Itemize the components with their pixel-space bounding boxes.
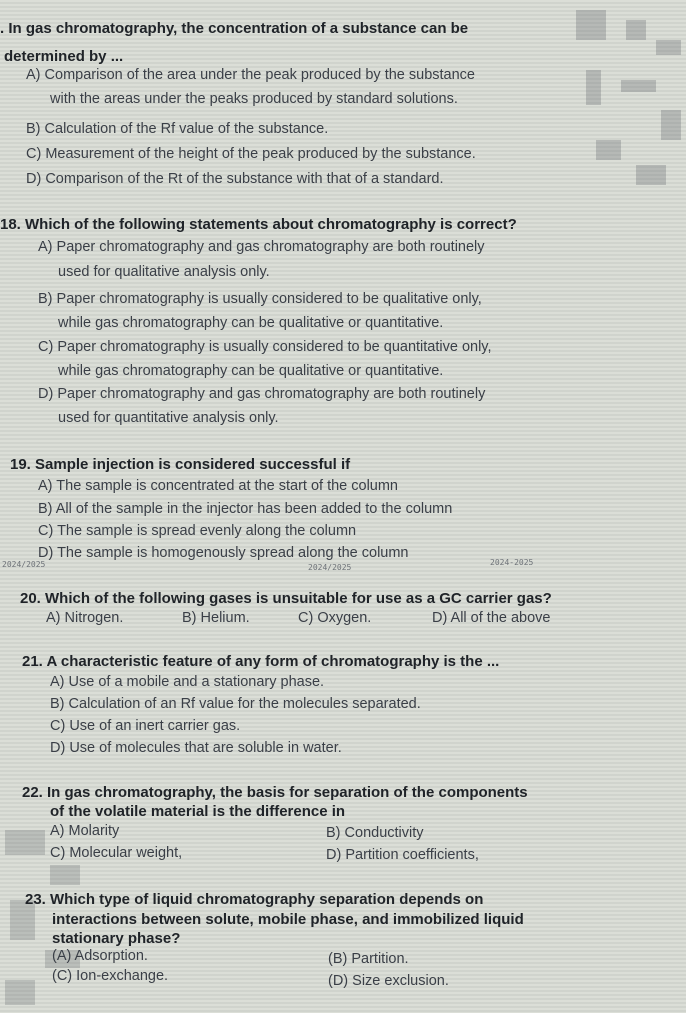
question-17-option-b: B) Calculation of the Rf value of the substance. [26,121,329,137]
question-17-option-c: C) Measurement of the height of the peak produced by the substance. [26,146,476,162]
qr-pattern-decoration [566,0,686,200]
question-19-option-c: C) The sample is spread evenly along the column [38,523,357,539]
question-21-option-a: A) Use of a mobile and a stationary phase. [50,674,325,690]
question-23-option-d: (D) Size exclusion. [328,973,449,989]
question-22-title-line1: 22. In gas chromatography, the basis for separation of the components [22,784,528,801]
question-22-title-line2: of the volatile material is the difference in [50,803,346,820]
question-18-title: 18. Which of the following statements about chromatography is correct? [0,216,517,233]
question-19-title: 19. Sample injection is considered successful if [10,456,351,473]
question-23-option-c: (C) Ion-exchange. [52,968,169,984]
question-23-title-line1: 23. Which type of liquid chromatography separation depends on [25,891,484,908]
watermark-left: 2024/2025 [2,560,46,569]
question-21-title: 21. A characteristic feature of any form of chromatography is the ... [22,653,500,670]
question-18-option-c-line1: C) Paper chromatography is usually considered to be quantitative only, [38,339,492,355]
watermark-right: 2024-2025 [490,558,534,567]
question-17-title-line1: . In gas chromatography, the concentration of a substance can be [0,20,469,37]
question-17-option-a-line1: A) Comparison of the area under the peak produced by the substance [26,67,475,83]
question-23-option-a: (A) Adsorption. [52,948,148,964]
question-23-option-b: (B) Partition. [328,951,409,967]
question-20-option-c: C) Oxygen. [298,610,372,626]
question-19-option-a: A) The sample is concentrated at the start of the column [38,478,399,494]
question-17-option-a-line2: with the areas under the peaks produced by standard solutions. [50,91,458,107]
question-20-title: 20. Which of the following gases is unsuitable for use as a GC carrier gas? [20,590,552,607]
question-18-option-b-line2: while gas chromatography can be qualitative or quantitative. [58,315,444,331]
question-23-title-line2: interactions between solute, mobile phase, and immobilized liquid [52,911,524,928]
question-18-option-b-line1: B) Paper chromatography is usually considered to be qualitative only, [38,291,482,307]
question-20-option-d: D) All of the above [432,610,551,626]
watermark-center: 2024/2025 [308,563,352,572]
question-18-option-a-line2: used for qualitative analysis only. [58,264,270,280]
question-23-title-line3: stationary phase? [52,930,181,947]
question-18-option-d-line1: D) Paper chromatography and gas chromatography are both routinely [38,386,486,402]
question-20-option-a: A) Nitrogen. [46,610,124,626]
question-21-option-d: D) Use of molecules that are soluble in water. [50,740,342,756]
question-17-title-line2: determined by ... [4,48,124,65]
question-22-option-b: B) Conductivity [326,825,424,841]
question-17-option-d: D) Comparison of the Rt of the substance with that of a standard. [26,171,444,187]
question-20-option-b: B) Helium. [182,610,250,626]
question-22-option-d: D) Partition coefficients, [326,847,479,863]
question-21-option-b: B) Calculation of an Rf value for the molecules separated. [50,696,421,712]
question-18-option-c-line2: while gas chromatography can be qualitative or quantitative. [58,363,444,379]
question-22-option-a: A) Molarity [50,823,120,839]
question-21-option-c: C) Use of an inert carrier gas. [50,718,241,734]
question-19-option-d: D) The sample is homogenously spread along the column [38,545,409,561]
question-19-option-b: B) All of the sample in the injector has been added to the column [38,501,453,517]
question-18-option-a-line1: A) Paper chromatography and gas chromatography are both routinely [38,239,485,255]
question-18-option-d-line2: used for quantitative analysis only. [58,410,279,426]
question-22-option-c: C) Molecular weight, [50,845,183,861]
